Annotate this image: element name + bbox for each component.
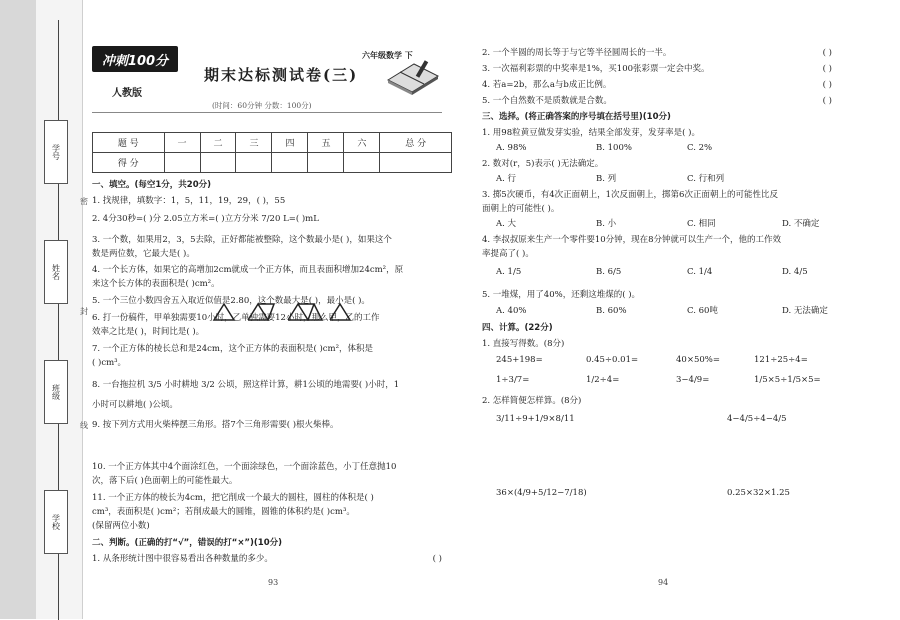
- choice-option[interactable]: B. 100%: [596, 143, 632, 153]
- score-cell: 总 分: [380, 133, 452, 153]
- score-cell: 题 号: [93, 133, 165, 153]
- question-line: 5. 一堆煤，用了40%，还剩这堆煤的( )。: [482, 290, 641, 300]
- choice-option[interactable]: A. 行: [496, 174, 517, 184]
- score-input-cell[interactable]: [200, 153, 236, 173]
- score-cell: 三: [236, 133, 272, 153]
- choice-option[interactable]: B. 小: [596, 219, 617, 229]
- choice-option[interactable]: B. 6/5: [596, 267, 622, 277]
- question-line: 10. 一个正方体其中4个面涂红色，一个面涂绿色，一个面涂蓝色，小丁任意抛10: [92, 462, 397, 472]
- edition-label: 人教版: [112, 88, 142, 99]
- calc-item: 245+198=: [496, 355, 543, 365]
- question-line: 率提高了( )。: [482, 249, 534, 259]
- calc-item: 1/2÷4=: [586, 375, 620, 385]
- choice-option[interactable]: C. 2%: [687, 143, 713, 153]
- choice-option[interactable]: C. 1/4: [687, 267, 713, 277]
- section-heading: 三、选择。(将正确答案的序号填在括号里)(10分): [482, 112, 671, 122]
- question-line: 效率之比是( )，时间比是( )。: [92, 327, 205, 337]
- question-line: 3. 掷5次硬币，有4次正面朝上，1次反面朝上，掷第6次正面朝上的可能性比反: [482, 190, 778, 200]
- question-line: 1. 找规律，填数字：1，5，11，19，29，( )，55: [92, 196, 286, 206]
- name-label: 姓名: [44, 240, 68, 304]
- choice-option[interactable]: A. 98%: [496, 143, 527, 153]
- question-line: 7. 一个正方体的棱长总和是24cm，这个正方体的表面积是( )cm²，体积是: [92, 344, 374, 354]
- matchstick-triangles-figure: [212, 302, 352, 322]
- calc-item: 1/5×5÷1/5×5=: [754, 375, 821, 385]
- question-text: 3. 一次福利彩票的中奖率是1%，买100张彩票一定会中奖。: [482, 64, 710, 74]
- score-input-cell[interactable]: [164, 153, 200, 173]
- exam-header: [92, 40, 452, 112]
- question-line: [92, 554, 452, 565]
- score-cell: 四: [272, 133, 308, 153]
- question-line: (保留两位小数): [92, 521, 150, 531]
- school-label: 学校: [44, 490, 68, 554]
- score-table: [92, 132, 452, 173]
- class-label: 班级: [44, 360, 68, 424]
- score-cell: 五: [308, 133, 344, 153]
- book-icon: [384, 58, 442, 96]
- seal-word: 封: [80, 307, 88, 316]
- header-rule: [92, 112, 442, 113]
- choice-option[interactable]: A. 大: [496, 219, 517, 229]
- seal-word: 密: [80, 197, 88, 206]
- brand-logo: 冲刺100分: [92, 46, 178, 72]
- question-text: 4. 若a=2b，那么a与b成正比例。: [482, 80, 612, 90]
- question-line: 次，落下后( )色面朝上的可能性最大。: [92, 476, 238, 486]
- seal-word: 线: [80, 421, 88, 430]
- calc-item: 0.25×32×1.25: [727, 488, 790, 498]
- question-line: 面朝上的可能性( )。: [482, 204, 560, 214]
- question-text: 5. 一个自然数不是质数就是合数。: [482, 96, 612, 106]
- question-line: 4. 一个长方体，如果它的高增加2cm就成一个正方体，而且表面积增加24cm²，原: [92, 265, 404, 275]
- question-line: [482, 96, 842, 107]
- question-line: 1. 直接写得数。(8分): [482, 339, 565, 349]
- calc-item: 121÷25÷4=: [754, 355, 808, 365]
- answer-parens[interactable]: ( ): [822, 96, 832, 106]
- score-cell: 得 分: [93, 153, 165, 173]
- choice-option[interactable]: A. 1/5: [496, 267, 522, 277]
- question-line: [482, 48, 842, 59]
- question-line: 3. 一个数，如果用2，3，5去除，正好都能被整除，这个数最小是( )，如果这个: [92, 235, 392, 245]
- calc-item: 3−4/9=: [676, 375, 710, 385]
- calc-item: 3/11÷9+1/9×8/11: [496, 414, 575, 424]
- question-line: 11. 一个正方体的棱长为4cm，把它削成一个最大的圆柱，圆柱的体积是( ): [92, 493, 374, 503]
- choice-option[interactable]: B. 60%: [596, 306, 627, 316]
- student-number-label: 学号: [44, 120, 68, 184]
- choice-option[interactable]: C. 行和列: [687, 174, 725, 184]
- choice-option[interactable]: B. 列: [596, 174, 617, 184]
- question-line: 9. 按下列方式用火柴棒摆三角形。搭7个三角形需要( )根火柴棒。: [92, 420, 339, 430]
- calc-item: 4−4/5÷4−4/5: [727, 414, 787, 424]
- choice-option[interactable]: A. 40%: [496, 306, 527, 316]
- question-line: 2. 数对(r，5)表示( )无法确定。: [482, 159, 604, 169]
- question-line: ( )cm³。: [92, 358, 127, 368]
- question-line: 小时可以耕地( )公顷。: [92, 400, 178, 410]
- choice-option[interactable]: D. 不确定: [782, 219, 820, 229]
- question-line: 4. 李叔叔原来生产一个零件要10分钟，现在8分钟就可以生产一个，他的工作效: [482, 235, 782, 245]
- grade-label: 六年级数学 下: [362, 50, 413, 60]
- answer-parens[interactable]: ( ): [822, 48, 832, 58]
- score-input-cell[interactable]: [344, 153, 380, 173]
- page-number: 94: [658, 578, 669, 587]
- question-line: 6. 打一份稿件，甲单独需要10小时，乙单独需要12小时，那么甲，乙的工作: [92, 313, 380, 323]
- question-line: [482, 80, 842, 91]
- score-value-row: [93, 153, 452, 173]
- question-line: 来这个长方体的表面积是( )cm²。: [92, 279, 220, 289]
- answer-parens[interactable]: ( ): [822, 64, 832, 74]
- score-input-cell[interactable]: [308, 153, 344, 173]
- choice-option[interactable]: D. 无法确定: [782, 306, 828, 316]
- section-heading: 一、填空。(每空1分，共20分): [92, 180, 212, 190]
- question-line: 数是两位数，它最大是( )。: [92, 249, 195, 259]
- choice-option[interactable]: C. 相同: [687, 219, 716, 229]
- section-heading: 二、判断。(正确的打“√”，错误的打“×”)(10分): [92, 538, 283, 548]
- choice-option[interactable]: C. 60吨: [687, 306, 718, 316]
- page-number: 93: [268, 578, 279, 587]
- score-input-cell[interactable]: [272, 153, 308, 173]
- time-info: (时间：60分钟 分数：100分): [212, 101, 312, 110]
- answer-parens[interactable]: ( ): [432, 554, 442, 564]
- answer-parens[interactable]: ( ): [822, 80, 832, 90]
- score-cell: 一: [164, 133, 200, 153]
- calc-item: 1÷3/7=: [496, 375, 530, 385]
- question-line: 1. 用98粒黄豆做发芽实验，结果全部发芽，发芽率是( )。: [482, 128, 700, 138]
- question-text: 2. 一个半圆的周长等于与它等半径圆周长的一半。: [482, 48, 672, 58]
- left-page: [92, 40, 452, 587]
- question-line: 2. 怎样简便怎样算。(8分): [482, 396, 582, 406]
- score-cell: 二: [200, 133, 236, 153]
- calc-item: 36×(4/9+5/12−7/18): [496, 488, 587, 498]
- exam-title: 期末达标测试卷(三): [204, 66, 359, 84]
- calc-item: 40×50%=: [676, 355, 720, 365]
- left-gutter: [0, 0, 36, 619]
- score-input-cell[interactable]: [236, 153, 272, 173]
- question-line: 8. 一台拖拉机 3/5 小时耕地 3/2 公顷，照这样计算，耕1公顷的地需要( )小时，1: [92, 380, 400, 390]
- question-line: cm³，表面积是( )cm²；若削成最大的圆锥，圆锥的体积约是( )cm³。: [92, 507, 355, 517]
- question-line: 2. 4分30秒=( )分 2.05立方米=( )立方分米 7/20 L=( )mL: [92, 214, 319, 224]
- question-line: 5. 一个三位小数四舍五入取近似值是2.80，这个数最大是( )，最小是( )。: [92, 296, 370, 306]
- calc-item: 0.45÷0.01=: [586, 355, 639, 365]
- score-header-row: [93, 133, 452, 153]
- choice-option[interactable]: D. 4/5: [782, 267, 808, 277]
- score-input-cell[interactable]: [380, 153, 452, 173]
- question-line: [482, 64, 842, 75]
- section-heading: 四、计算。(22分): [482, 323, 553, 333]
- question-text: 1. 从条形统计图中很容易看出各种数量的多少。: [92, 554, 273, 564]
- score-cell: 六: [344, 133, 380, 153]
